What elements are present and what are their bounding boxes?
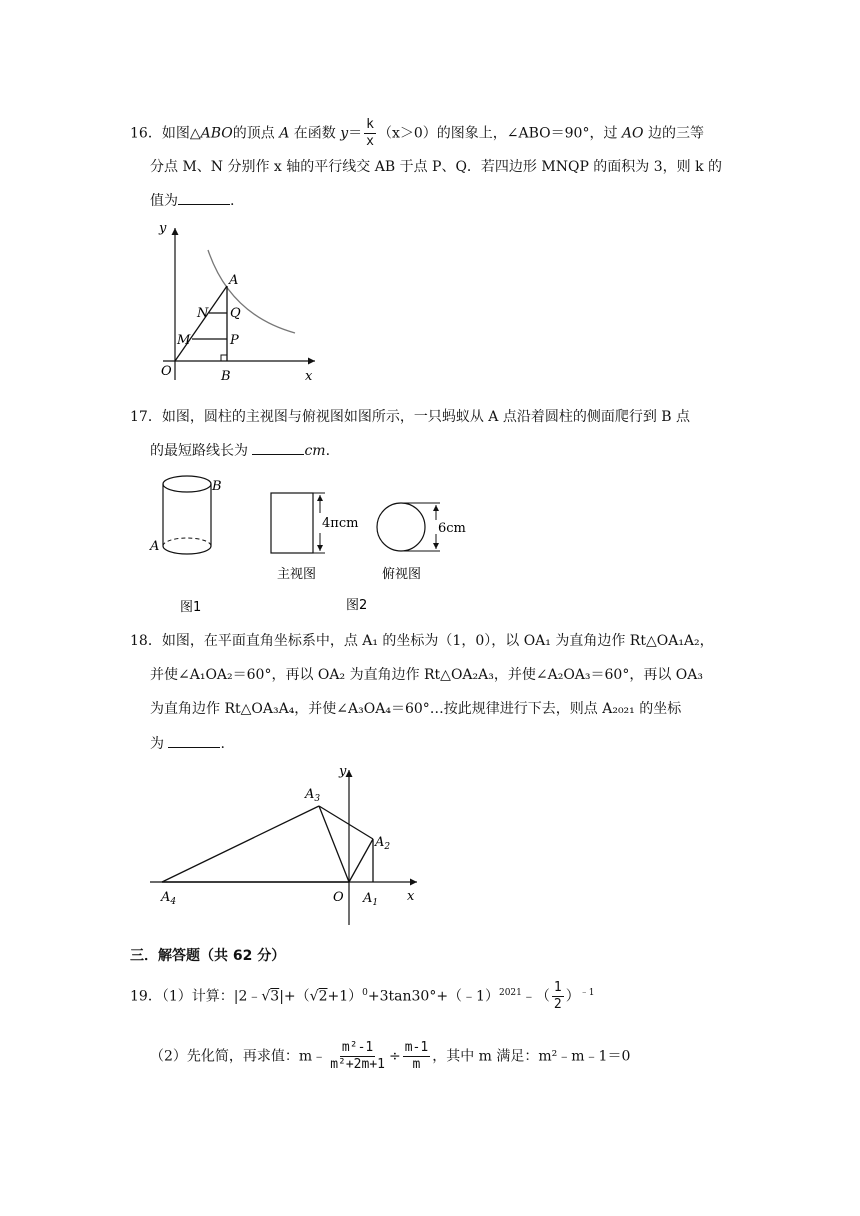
- point-A1-label: $A_1$: [363, 891, 379, 908]
- x-axis-label: x: [407, 889, 415, 904]
- point-B-label: B: [221, 369, 231, 384]
- q18-line2: 并使∠A₁OA₂＝60°，再以 OA₂ 为直角边作 Rt△OA₂A₃，并使∠A₂OA₃＝60°，再以 OA₃: [150, 667, 703, 683]
- fraction-2: $\frac{m-1}{m}$: [404, 1040, 429, 1072]
- point-A-label: A: [150, 539, 160, 554]
- q16-line2: 分点 M、N 分别作 x 轴的平行线交 AB 于点 P、Q．若四边形 MNQP 的面积为 3，则 k 的: [150, 159, 723, 175]
- point-B-label: B: [212, 479, 222, 494]
- y-axis-label: y: [159, 221, 167, 236]
- front-view-caption: 主视图: [277, 567, 317, 582]
- height-label: 4πcm: [322, 516, 359, 531]
- q18-figure: [145, 760, 435, 930]
- point-A2-label: $A_2$: [375, 835, 391, 852]
- q19-part1: 19．（1）计算：$|2﹣√3|+(√2+1)^0+3\tan 30^\circ+(﹣1)^{2021}﹣$（ $\frac{1}{2}$ ）$^{﹣1}$: [130, 980, 595, 1012]
- origin-label: O: [161, 364, 172, 379]
- k-over-x-fraction: $\frac{k}{x}$: [366, 117, 374, 149]
- answer-blank: [168, 733, 220, 748]
- sqrt-2: √2: [309, 988, 328, 1005]
- q18-line1: 18．如图，在平面直角坐标系中，点 A₁ 的坐标为（1，0），以 OA₁ 为直角边作 Rt△OA₁A₂，: [130, 633, 714, 649]
- q19-part2: （2）先化简，再求值：m﹣ $\frac{\text{m²-1}}{\text{m²+2m+1}}$ ÷ $\frac{m-1}{m}$ ，其中 m 满足：m²﹣m﹣1＝0: [150, 1040, 631, 1072]
- q17-line2: 的最短路线长为 cm.: [150, 440, 330, 461]
- fig2-caption: 图2: [346, 598, 368, 613]
- top-view-caption: 俯视图: [382, 567, 422, 582]
- point-A-label: A: [229, 273, 239, 288]
- diameter-label: 6cm: [438, 521, 466, 536]
- sqrt-3: √3: [261, 988, 280, 1005]
- point-N-label: N: [197, 306, 209, 321]
- section-title: 三．解答题（共 62 分）: [130, 948, 286, 964]
- point-A4-label: $A_4$: [161, 890, 177, 907]
- fraction-1: $\frac{\text{m²-1}}{\text{m²+2m+1}}$: [330, 1040, 385, 1072]
- q16-figure: [145, 220, 335, 390]
- x-axis-label: x: [305, 369, 313, 384]
- q17-line1: 17．如图，圆柱的主视图与俯视图如图所示，一只蚂蚁从 A 点沿着圆柱的侧面爬行到 B 点: [130, 409, 691, 425]
- point-P-label: P: [230, 333, 239, 348]
- origin-label: O: [333, 890, 344, 905]
- q17-figure: [140, 468, 480, 618]
- fig1-caption: 图1: [180, 600, 202, 615]
- point-M-label: M: [177, 333, 191, 348]
- q16-line3: 值为 .: [150, 190, 234, 211]
- point-Q-label: Q: [230, 306, 241, 321]
- q18-line3: 为直角边作 Rt△OA₃A₄，并使∠A₃OA₄＝60°…按此规律进行下去，则点 A₂₀₂₁ 的坐标: [150, 701, 682, 717]
- answer-blank: [252, 440, 304, 455]
- q18-line4: 为 .: [150, 733, 225, 754]
- y-axis-label: y: [339, 764, 347, 779]
- q16-line1: 16．如图△ABO的顶点 A 在函数 y＝ $\frac{k}{x}$ （x＞0）的图象上，∠ABO＝90°，过 AO 边的三等: [130, 117, 704, 149]
- answer-blank: [178, 190, 230, 205]
- point-A3-label: $A_3$: [305, 787, 321, 804]
- one-half-fraction: $\frac{1}{2}$: [553, 980, 562, 1012]
